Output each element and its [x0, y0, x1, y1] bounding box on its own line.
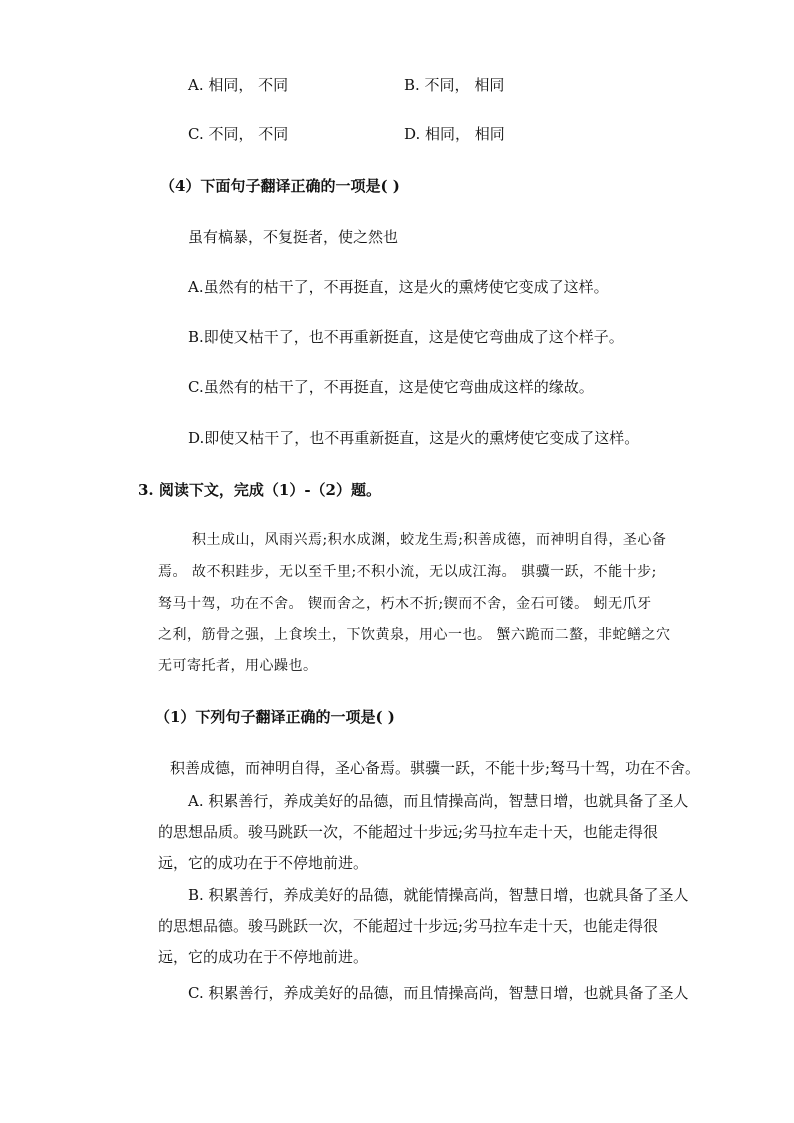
q3-passage-line: 无可寄托者，用心躁也。: [158, 658, 318, 674]
q3-sub1-line: C. 积累善行，养成美好的品德，而且情操高尚，智慧日增，也就具备了圣人: [188, 984, 689, 1002]
q2-option-row-1: [188, 75, 505, 95]
q2-option-a: A. 相同， 不同: [188, 76, 289, 94]
q3-passage-line: 积土成山，风雨兴焉;积水成渊，蛟龙生焉;积善成德，而神明自得，圣心备: [192, 532, 667, 548]
q2-4-option-b: B.即使又枯干了，也不再重新挺直，这是使它弯曲成了这个样子。: [188, 328, 624, 346]
q2-4-option-a: A.虽然有的枯干了，不再挺直，这是火的熏烤使它变成了这样。: [188, 278, 609, 296]
q2-4-option-d: D.即使又枯干了，也不再重新挺直，这是火的熏烤使它变成了这样。: [188, 429, 640, 447]
q2-4-option-c: C.虽然有的枯干了，不再挺直，这是使它弯曲成这样的缘故。: [188, 378, 594, 396]
q3-sub1-line: 的思想品质。骏马跳跃一次，不能超过十步远;劣马拉车走十天，也能走得很: [158, 823, 659, 841]
q3-sub1-line: 远，它的成功在于不停地前进。: [158, 948, 369, 966]
q2-option-d: D. 相同， 相同: [404, 125, 505, 143]
q3-heading: 3. 阅读下文，完成（1）-（2）题。: [138, 481, 381, 499]
q3-sub1-line: A. 积累善行，养成美好的品德，而且情操高尚，智慧日增，也就具备了圣人: [188, 792, 689, 810]
q2-4-sentence: 虽有槁暴，不复挺者，使之然也: [188, 228, 399, 246]
q2-option-c: C. 不同， 不同: [188, 125, 289, 143]
q2-4-title: （4）下面句子翻译正确的一项是( ): [160, 177, 400, 195]
q3-sub1-line: B. 积累善行，养成美好的品德，就能情操高尚，智慧日增，也就具备了圣人: [188, 886, 689, 904]
q3-passage-line: 之利，筋骨之强，上食埃土，下饮黄泉，用心一也。 蟹六跪而二螯，非蛇鳝之穴: [158, 627, 671, 643]
q3-passage-line: 驽马十驾，功在不舍。 锲而舍之，朽木不折;锲而不舍，金石可镂。 蚓无爪牙: [158, 596, 652, 612]
q2-option-b: B. 不同， 相同: [404, 76, 505, 94]
q3-sub1-line: 远，它的成功在于不停地前进。: [158, 854, 369, 872]
q3-sub1-line: 的思想品德。骏马跳跃一次，不能超过十步远;劣马拉车走十天，也能走得很: [158, 917, 659, 935]
q3-sub1-sentence: 积善成德，而神明自得，圣心备焉。骐骥一跃，不能十步;驽马十驾，功在不舍。: [170, 759, 701, 777]
q3-sub1-title: （1）下列句子翻译正确的一项是( ): [155, 708, 395, 726]
q3-passage-line: 焉。 故不积跬步，无以至千里;不积小流，无以成江海。 骐骥一跃，不能十步;: [158, 564, 657, 580]
q2-option-row-2: [188, 124, 505, 144]
